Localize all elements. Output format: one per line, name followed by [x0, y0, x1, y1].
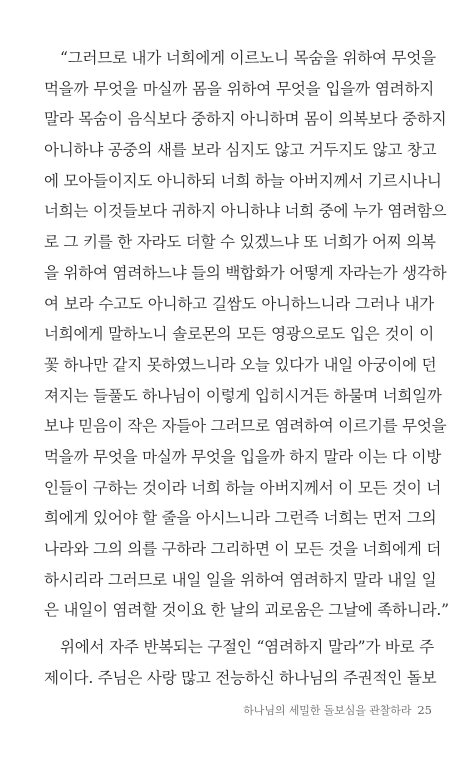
text-line: 을 위하여 염려하느냐 들의 백합화가 어떻게 자라는가 생각하 [44, 263, 447, 282]
text-line: “그러므로 내가 너희에게 이르노니 목숨을 위하여 무엇을 [60, 49, 436, 67]
text-line: 말라 목숨이 음식보다 중하지 아니하며 몸이 의복보다 중하지 [44, 110, 447, 129]
body-text [44, 43, 449, 693]
text-line: 먹을까 무엇을 마실까 무엇을 입을까 하지 말라 이는 다 이방 [44, 447, 442, 466]
text-line: 꽃 하나만 같지 못하였느니라 오늘 있다가 내일 아궁이에 던 [44, 355, 437, 374]
text-line: 에 모아들이지도 아니하되 너희 하늘 아버지께서 기르시나니 [44, 171, 442, 190]
text-line: 인들이 구하는 것이라 너희 하늘 아버지께서 이 모든 것이 너 [44, 478, 442, 497]
text-line: 여 보라 수고도 아니하고 길쌈도 아니하느니라 그러나 내가 [44, 294, 434, 313]
text-line: 나라와 그의 의를 구하라 그리하면 이 모든 것을 너희에게 더 [44, 540, 442, 558]
running-title: 하나님의 세밀한 돌보심을 관찰하라 [243, 704, 412, 717]
text-line: 보냐 믿음이 작은 자들아 그러므로 염려하여 이르기를 무엇을 [44, 417, 447, 436]
text-line: 너희에게 말하노니 솔로몬의 모든 영광으로도 입은 것이 이 [44, 325, 434, 344]
text-line: 져지는 들풀도 하나님이 이렇게 입히시거든 하물며 너희일까 [44, 386, 442, 405]
text-line: 하시리라 그러므로 내일 일을 위하여 염려하지 말라 내일 일 [44, 570, 437, 589]
text-line: 아니하냐 공중의 새를 보라 심지도 않고 거두지도 않고 창고 [44, 141, 437, 160]
text-line: 희에게 있어야 할 줄을 아시느니라 그런즉 너희는 먼저 그의 [44, 509, 437, 528]
text-line: 제이다. 주님은 사랑 많고 전능하신 하나님의 주권적인 돌보 [44, 668, 437, 687]
text-line: 먹을까 무엇을 마실까 몸을 위하여 무엇을 입을까 염려하지 [44, 79, 434, 98]
text-line: 너희는 이것들보다 귀하지 아니하냐 너희 중에 누가 염려함으 [44, 202, 447, 221]
text-line: 위에서 자주 반복되는 구절인 “염려하지 말라”가 바로 주 [60, 638, 434, 657]
page-footer [243, 700, 432, 720]
page-number: 25 [417, 703, 432, 717]
text-line: 로 그 키를 한 자라도 더할 수 있겠느냐 또 너희가 어찌 의복 [44, 233, 436, 252]
text-line: 은 내일이 염려할 것이요 한 날의 괴로움은 그날에 족하니라.” [44, 601, 449, 620]
